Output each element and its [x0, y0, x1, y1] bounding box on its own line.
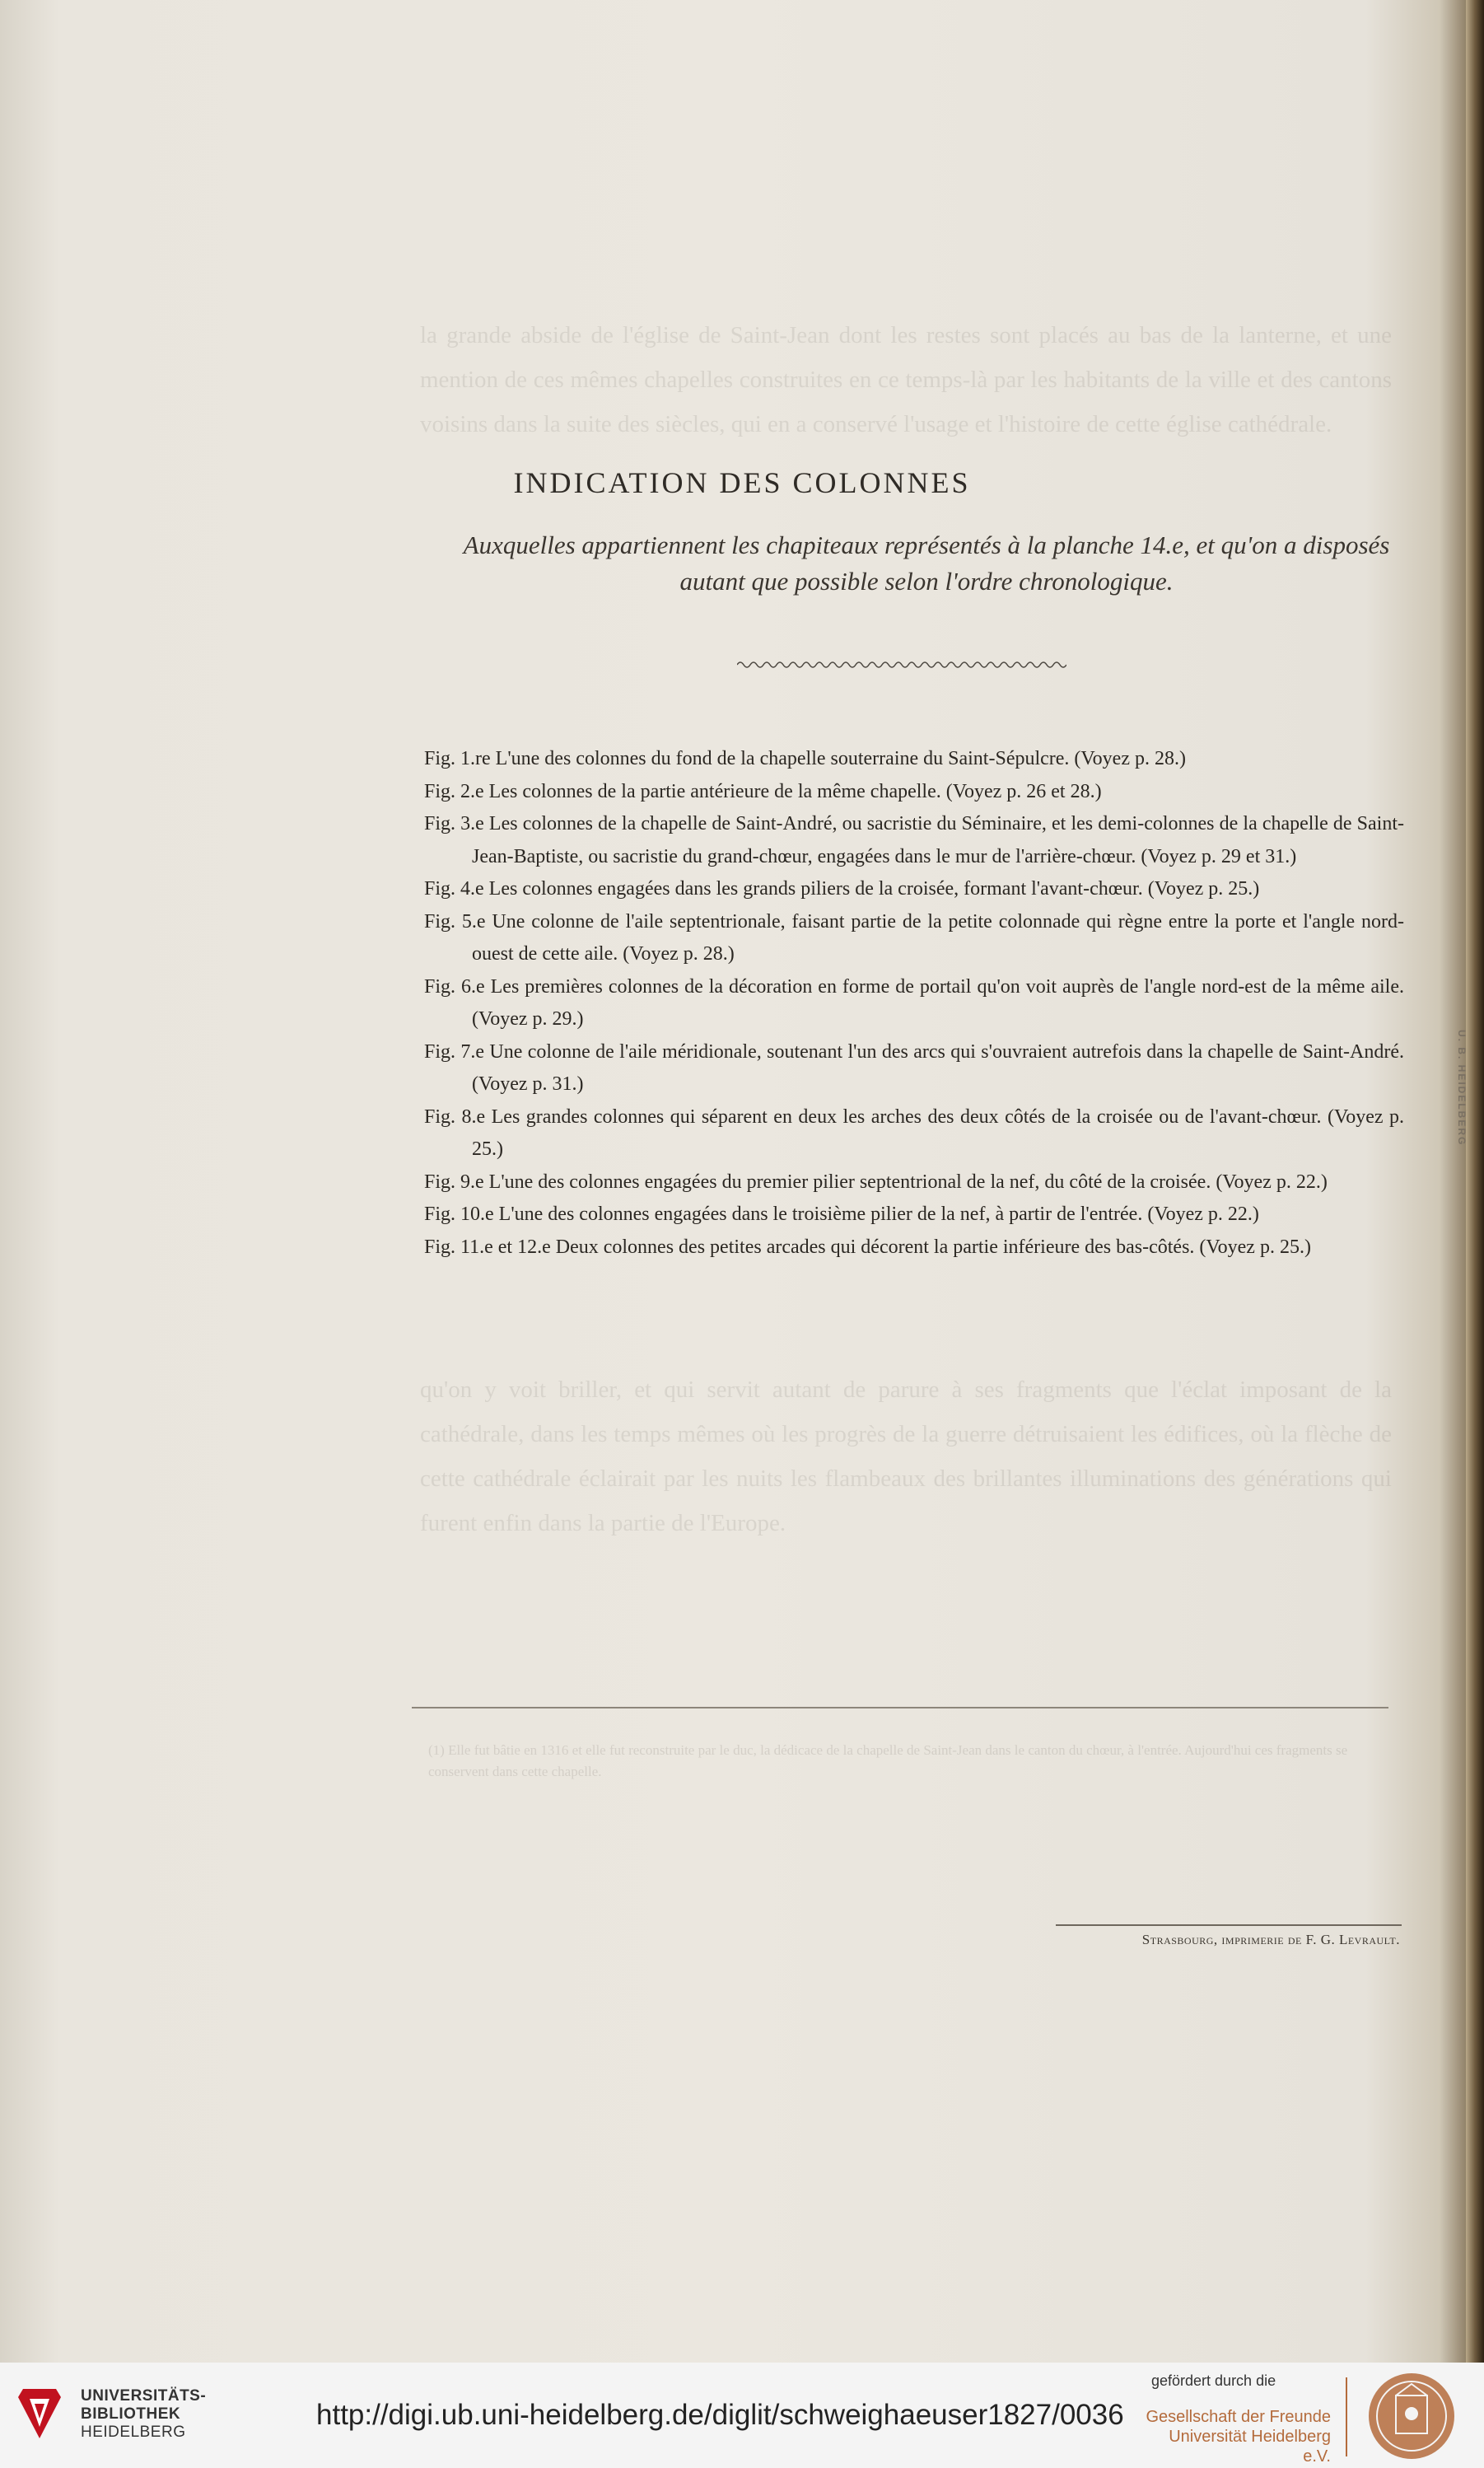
figure-entry: [424, 971, 1404, 1036]
library-name: [81, 2387, 206, 2442]
sponsor-name-line: Gesellschaft der Freunde: [1146, 2408, 1331, 2426]
figure-text: Les grandes colonnes qui séparent en deux les arches des deux côtés de la croisée ou de l'avant-chœur. (Voyez p. 25.): [472, 1105, 1404, 1160]
figure-text: L'une des colonnes engagées du premier pilier septentrional de la nef, du côté de la croisée. (Voyez p. 22.): [488, 1171, 1328, 1193]
figure-entry: [424, 776, 1404, 809]
book-spine-edge: [1466, 0, 1484, 2363]
university-library-logo-icon: [15, 2386, 64, 2442]
figure-label: Fig. 8.e: [424, 1105, 486, 1128]
figure-label: Fig. 2.e: [424, 780, 484, 802]
figure-entry: [424, 1199, 1404, 1232]
sponsor-divider: [1346, 2377, 1347, 2456]
footnote-rule: [412, 1707, 1388, 1708]
figure-text: Les colonnes de la chapelle de Saint-André, ou sacristie du Séminaire, et les demi-colonnes de la chapelle de Saint-Jean-Baptiste, ou sacristie du grand-chœur, engagées dans le mur de l'arrière-chœur. (Voyez p. 29 et 31.): [472, 813, 1405, 867]
printer-imprint: Strasbourg, imprimerie de F. G. Levrault.: [1141, 1932, 1400, 1947]
figure-text: Les colonnes engagées dans les grands piliers de la croisée, formant l'avant-chœur. (Voyez p. 25.): [488, 878, 1260, 900]
digitization-footer: [0, 2363, 1484, 2468]
figure-entry: [424, 808, 1404, 873]
show-through-text-lower: qu'on y voit briller, et qui servit autant de parure à ses fragments que l'éclat imposant de la cathédrale, dans les temps mêmes où les progrès de la guerre détruisaient les édifices, où la flèche de cette cathédrale éclairait par les nuits les flambeaux des brillantes illuminations des générations qui furent enfin dans la partie de l'Europe.: [420, 1377, 1392, 1536]
figure-label: Fig. 7.e: [424, 1040, 485, 1063]
library-name-line: UNIVERSITÄTS-: [81, 2387, 207, 2405]
printer-rule: [1056, 1924, 1402, 1926]
figure-label: Fig. 10.e: [424, 1204, 494, 1225]
page-subtitle: Auxquelles appartiennent les chapiteaux représentés à la planche 14.e, et qu'on a disposés autant que possible selon l'ordre chronologique.: [463, 531, 1390, 596]
library-name-line: BIBLIOTHEK: [81, 2405, 181, 2423]
library-name-line: HEIDELBERG: [81, 2424, 186, 2441]
figure-text: Les colonnes de la partie antérieure de la même chapelle. (Voyez p. 26 et 28.): [488, 780, 1102, 802]
university-seal-icon: [1363, 2371, 1460, 2461]
figure-text: L'une des colonnes du fond de la chapelle souterraine du Saint-Sépulcre. (Voyez p. 28.): [495, 748, 1186, 769]
page-title: INDICATION DES COLONNES: [513, 466, 971, 499]
show-through-footnote: (1) Elle fut bâtie en 1316 et elle fut reconstruite par le duc, la dédicace de la chapelle de Saint-Jean dans le canton du chœur, à l'entrée. Aujourd'hui ces fragments se conservent dans cette chapelle.: [428, 1742, 1348, 1779]
figure-text: Les premières colonnes de la décoration en forme de portail qu'on voit auprès de l'angle nord-est de la même aile. (Voyez p. 29.): [472, 975, 1404, 1030]
figure-label: Fig. 4.e: [424, 878, 484, 900]
figure-text: Une colonne de l'aile septentrionale, faisant partie de la petite colonnade qui règne entre la porte et l'angle nord-ouest de cette aile. (Voyez p. 28.): [472, 910, 1405, 965]
permalink-link[interactable]: http://digi.ub.uni-heidelberg.de/diglit/schweighaeuser1827/0036: [316, 2399, 1124, 2431]
figure-entry: [424, 1101, 1404, 1166]
library-side-stamp: U. B. HEIDELBERG: [1456, 1030, 1468, 1147]
figure-list: [424, 743, 1404, 1264]
figure-entry: [424, 1036, 1404, 1101]
figure-text: Deux colonnes des petites arcades qui décorent la partie inférieure des bas-côtés. (Voyez p. 25.): [555, 1236, 1311, 1258]
show-through-text: la grande abside de l'église de Saint-Jean dont les restes sont placés au bas de la lanterne, et une mention de ces mêmes chapelles construites en ce temps-là par les habitants de la ville et des cantons voisins dans la suite des siècles, qui en a conservé l'usage et l'histoire de cette église cathédrale.: [420, 322, 1392, 437]
figure-label: Fig. 3.e: [424, 813, 484, 834]
figure-entry: [424, 906, 1404, 971]
figure-label: Fig. 5.e: [424, 910, 486, 933]
sponsor-name: [1136, 2407, 1331, 2466]
figure-entry: [424, 1232, 1404, 1264]
figure-text: Une colonne de l'aile méridionale, soutenant l'un des arcs qui s'ouvraient autrefois dans la chapelle de Saint-André. (Voyez p. 31.): [472, 1040, 1405, 1095]
figure-label: Fig. 11.e et 12.e: [424, 1236, 551, 1258]
figure-label: Fig. 1.re: [424, 748, 491, 769]
figure-entry: [424, 743, 1404, 776]
sponsor-name-line: Universität Heidelberg e.V.: [1169, 2428, 1331, 2466]
figure-entry: [424, 1166, 1404, 1199]
figure-entry: [424, 873, 1404, 906]
figure-label: Fig. 6.e: [424, 975, 485, 998]
sponsor-intro: gefördert durch die: [1151, 2372, 1276, 2389]
figure-label: Fig. 9.e: [424, 1171, 484, 1193]
figure-text: L'une des colonnes engagées dans le troisième pilier de la nef, à partir de l'entrée. (Voyez p. 22.): [498, 1204, 1259, 1225]
decorative-divider: [737, 659, 1066, 671]
